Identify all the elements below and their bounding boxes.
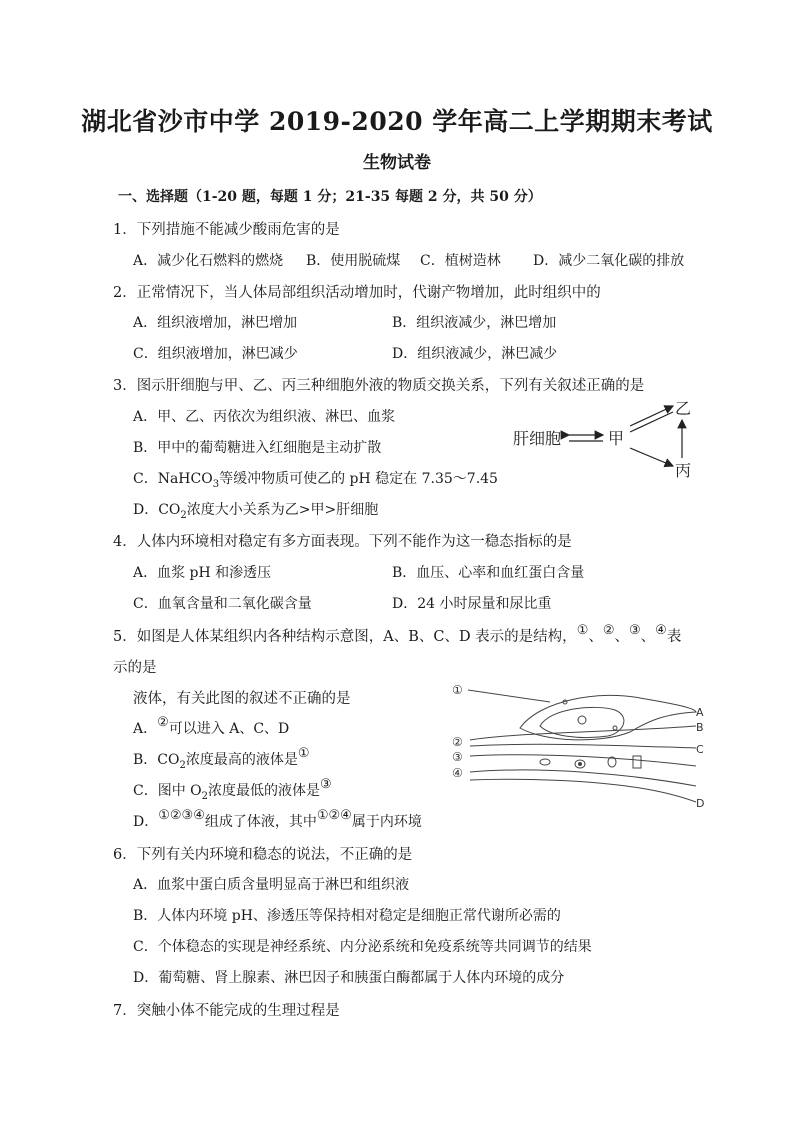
q3-label-liver: 肝细胞 [513,429,562,448]
q2-stem: 2．正常情况下，当人体局部组织活动增加时，代谢产物增加，此时组织中的 [113,285,601,301]
q3-stem: 3．图示肝细胞与甲、乙、丙三种细胞外液的物质交换关系，下列有关叙述正确的是 [113,378,645,394]
q2-option-a: A．组织液增加，淋巴增加 [133,315,298,331]
q4-stem: 4．人体内环境相对稳定有多方面表现。下列不能作为这一稳态指标的是 [113,534,572,550]
q4-option-b: B．血压、心率和血红蛋白含量 [392,565,585,581]
q5-line-d [470,770,696,786]
q5-label-b: B [696,721,704,734]
q5-stem-line2: 示的是 [113,660,157,676]
q3-exchange-diagram [505,392,705,487]
q5-label-1: ① [452,683,463,697]
q5-line-d2 [470,779,696,802]
q5-nucleus-1 [578,716,586,724]
q3-label-jia: 甲 [608,429,625,448]
q5-label-d: D [696,797,705,810]
q5-pointer-1 [468,690,550,702]
q1-option-d: D．减少二氧化碳的排放 [533,253,685,269]
q5-dot-2 [613,726,617,730]
q3-arrow-jia-bing [630,448,673,466]
q3-option-d: D．$CO_2$浓度大小关系为乙>甲>肝细胞 [133,502,379,521]
q5-cell-core [578,762,582,766]
page-subtitle: 生物试卷 [363,153,431,173]
q5-label-3: ③ [452,750,463,764]
q5-line-c [470,744,696,748]
q5-option-a: A．②可以进入 A、C、D [133,715,290,737]
q5-option-b: B．$CO_2$浓度最高的液体是① [133,746,310,771]
q5-blood-cell-4 [633,756,641,768]
page-title: 湖北省沙市中学 2019-2020 学年高二上学期期末考试 [81,107,713,136]
q1-option-c: C．植树造林 [420,253,501,269]
q5-tissue-diagram [450,680,708,810]
q3-label-yi: 乙 [675,399,692,418]
q6-option-c: C．个体稳态的实现是神经系统、内分泌系统和免疫系统等共同调节的结果 [133,939,592,955]
q5-label-2: ② [452,735,463,749]
q3-option-c: C．NaHCO$_3$等缓冲物质可使乙的 pH 稳定在 7.35～7.45 [133,471,498,490]
q4-option-c: C．血氧含量和二氧化碳含量 [133,596,312,612]
section-header: 一、选择题（1-20 题，每题 1 分；21-35 每题 2 分，共 50 分） [118,189,542,205]
q6-option-d: D．葡萄糖、肾上腺素、淋巴因子和胰蛋白酶都属于人体内环境的成分 [133,970,565,986]
q5-label-c: C [696,743,704,756]
q2-option-c: C．组织液增加，淋巴减少 [133,346,298,362]
q4-option-d: D．24 小时尿量和尿比重 [392,596,552,612]
q7-stem: 7．突触小体不能完成的生理过程是 [113,1003,340,1019]
q3-option-a: A．甲、乙、丙依次为组织液、淋巴、血浆 [133,409,396,425]
q3-option-b: B．甲中的葡萄糖进入红细胞是主动扩散 [133,440,382,456]
q3-arrow-jia-yi-2 [630,412,673,432]
q6-stem: 6．下列有关内环境和稳态的说法，不正确的是 [113,847,413,863]
q2-option-b: B．组织液减少，淋巴增加 [392,315,557,331]
q4-option-a: A．血浆 pH 和渗透压 [133,565,272,581]
q5-stem: 5．如图是人体某组织内各种结构示意图，A、B、C、D 表示的是结构，①、②、③、④表 [113,623,682,645]
q1-option-a: A．减少化石燃料的燃烧 [133,253,284,269]
q5-blood-cell-1 [540,759,550,765]
q5-label-4: ④ [452,766,463,780]
q6-option-a: A．血浆中蛋白质含量明显高于淋巴和组织液 [133,877,410,893]
q5-stem-line3: 液体，有关此图的叙述不正确的是 [133,691,351,707]
q5-option-d: D．①②③④组成了体液，其中①②④属于内环境 [133,808,422,830]
q3-arrow-jia-yi [630,406,673,426]
q5-label-a: A [696,706,704,719]
q3-label-bing: 丙 [675,461,692,480]
q1-option-b: B．使用脱硫煤 [306,253,401,269]
q6-option-b: B．人体内环境 pH、渗透压等保持相对稳定是细胞正常代谢所必需的 [133,908,561,924]
q1-stem: 1．下列措施不能减少酸雨危害的是 [113,222,340,238]
q5-option-c: C．图中 $O_2$浓度最低的液体是③ [133,777,332,802]
q2-option-d: D．组织液减少，淋巴减少 [392,346,558,362]
